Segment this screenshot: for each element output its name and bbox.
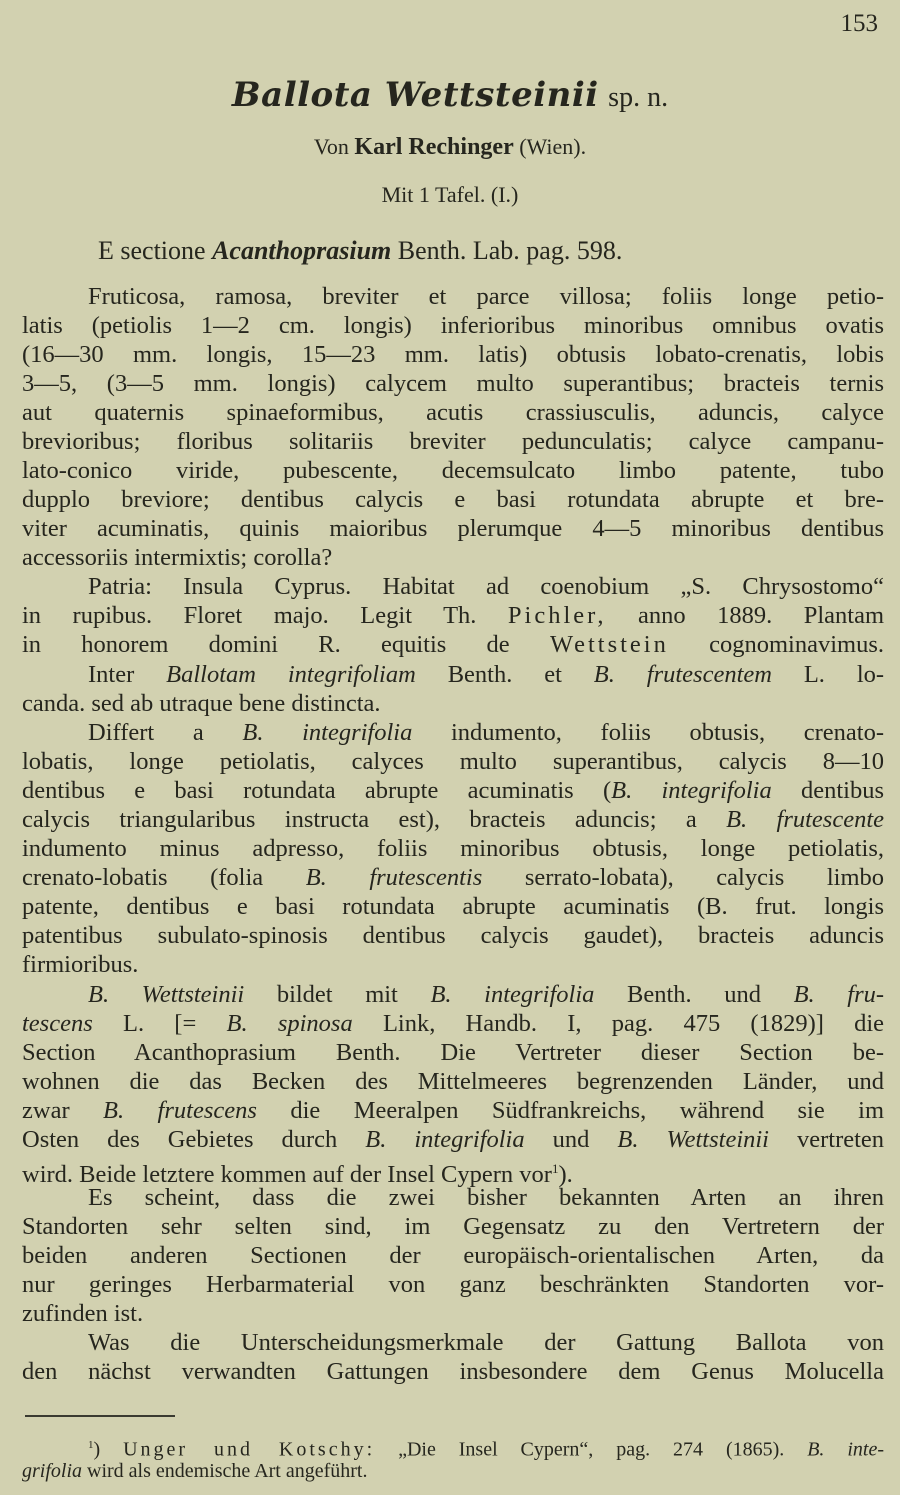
- text-line: brevioribus; floribus solitariis breviter pedunculatis; calyce campanu-: [22, 428, 884, 455]
- text-line: [88, 660, 884, 689]
- text-line: lato-conico viride, pubescente, decemsulcato limbo patente, tubo: [22, 457, 884, 484]
- section-heading: [98, 236, 622, 266]
- footnote-authors: Unger und Kotschy:: [123, 1438, 376, 1461]
- text-span: zwar: [22, 1097, 70, 1124]
- text-span: serrato-lobata), calycis limbo: [524, 864, 885, 891]
- text-span: „Die Insel Cypern“, pag. 274 (1865).: [398, 1438, 785, 1461]
- text-line: Section Acanthoprasium Benth. Die Vertreter dieser Section be-: [22, 1039, 884, 1066]
- text-span: bildet mit: [276, 981, 398, 1008]
- text-line: [88, 980, 884, 1009]
- text-span: Benth. und: [627, 981, 761, 1008]
- collector-name: Pichler,: [507, 602, 607, 629]
- page-number: 153: [840, 10, 878, 37]
- text-line: wohnen die das Becken des Mittelmeeres begrenzenden Länder, und: [22, 1068, 884, 1095]
- text-span: cognominavimus.: [709, 631, 885, 658]
- text-line: dupplo breviore; dentibus calycis e basi rotundata abrupte et bre-: [22, 486, 884, 513]
- text-line: [22, 1096, 884, 1125]
- author-place: (Wien).: [519, 134, 587, 159]
- author-name: Karl Rechinger: [354, 134, 514, 160]
- byline-prefix: Von: [313, 134, 349, 159]
- taxon-name: B. inte-: [807, 1438, 885, 1461]
- text-span: Differt a: [88, 719, 204, 746]
- text-span: L. lo-: [803, 661, 885, 688]
- taxon-name: B. Wettsteinii: [617, 1126, 769, 1153]
- taxon-name: B. Wettsteinii: [88, 981, 245, 1008]
- text-span: Osten des Gebietes durch: [22, 1126, 338, 1153]
- footnote-ref[interactable]: 1: [551, 1161, 559, 1176]
- text-line: beiden anderen Sectionen der europäisch-orientalischen Arten, da: [22, 1242, 884, 1269]
- text-span: L. [=: [122, 1010, 197, 1037]
- text-line: [22, 1125, 884, 1154]
- species-name: Ballota Wettsteinii: [231, 75, 599, 115]
- text-line: latis (petiolis 1—2 cm. longis) inferioribus minoribus omnibus ovatis: [22, 312, 884, 339]
- section-prefix: E sectione: [98, 236, 206, 265]
- footnote-divider: [25, 1415, 175, 1417]
- text-line: firmioribus.: [22, 951, 139, 978]
- taxon-name: B. fru-: [793, 981, 885, 1008]
- text-line: indumento minus adpresso, foliis minoribus obtusis, longe petiolatis,: [22, 835, 884, 862]
- text-line: Fruticosa, ramosa, breviter et parce villosa; foliis longe petio-: [88, 283, 884, 310]
- taxon-name: B. integrifolia: [611, 777, 772, 804]
- text-line: [22, 805, 884, 834]
- text-line: (16—30 mm. longis, 15—23 mm. latis) obtusis lobato-crenatis, lobis: [22, 341, 884, 368]
- text-span: calycis triangularibus instructa est), bracteis aduncis; a: [22, 806, 697, 833]
- taxon-name: B. integrifolia: [430, 981, 595, 1008]
- text-line: Es scheint, dass die zwei bisher bekannten Arten an ihren: [88, 1184, 884, 1211]
- taxon-name: grifolia: [22, 1460, 83, 1482]
- text-span: die Meeralpen Südfrankreichs, während sie im: [290, 1097, 885, 1124]
- text-span: in honorem domini R. equitis de: [22, 631, 510, 658]
- text-line: [22, 1009, 884, 1038]
- text-line: zufinden ist.: [22, 1300, 144, 1327]
- species-suffix: sp. n.: [608, 82, 669, 113]
- text-span: dentibus: [800, 777, 884, 804]
- footnote-line: [22, 1458, 367, 1484]
- text-line: accessoriis intermixtis; corolla?: [22, 544, 333, 571]
- text-span: vertreten: [797, 1126, 885, 1153]
- text-line: patentibus subulato-spinosis dentibus calycis gaudet), bracteis aduncis: [22, 922, 884, 949]
- taxon-name: B. frutescentis: [305, 864, 483, 891]
- taxon-name: B. frutescens: [103, 1097, 257, 1124]
- text-span: wird als endemische Art angeführt.: [87, 1460, 368, 1482]
- text-line: Was die Unterscheidungsmerkmale der Gattung Ballota von: [88, 1329, 884, 1356]
- plate-note: Mit 1 Tafel. (I.): [381, 182, 519, 207]
- text-span: Inter: [88, 661, 135, 688]
- text-line: [88, 718, 884, 747]
- text-line: aut quaternis spinaeformibus, acutis crassiusculis, aduncis, calyce: [22, 399, 884, 426]
- text-span: und: [552, 1126, 590, 1153]
- text-line: nur geringes Herbarmaterial von ganz beschränkten Standorten vor-: [22, 1271, 884, 1298]
- article-title: [0, 72, 900, 116]
- text-line: [22, 630, 884, 659]
- text-line: den nächst verwandten Gattungen insbesondere dem Genus Molucella: [22, 1358, 884, 1385]
- text-span: in rupibus. Floret majo. Legit Th.: [22, 602, 477, 629]
- text-span: Benth. et: [447, 661, 562, 688]
- taxon-name: B. frutescente: [726, 806, 884, 833]
- text-line: lobatis, longe petiolatis, calyces multo superantibus, calycis 8—10: [22, 748, 884, 775]
- taxon-name: B. integrifolia: [365, 1126, 525, 1153]
- taxon-name: tescens: [22, 1010, 93, 1037]
- taxon-name: B. frutescentem: [593, 661, 772, 688]
- text-span: dentibus e basi rotundata abrupte acuminatis (: [22, 777, 612, 804]
- text-line: [22, 776, 884, 805]
- taxon-name: Ballotam integrifoliam: [166, 661, 416, 688]
- honoree-name: Wettstein: [549, 631, 669, 658]
- text-line: [22, 601, 884, 630]
- text-span: crenato-lobatis (folia: [22, 864, 264, 891]
- byline: [0, 134, 900, 161]
- text-line: Patria: Insula Cyprus. Habitat ad coenobium „S. Chrysostomo“: [88, 573, 884, 600]
- text-span: Link, Handb. I, pag. 475 (1829)] die: [382, 1010, 885, 1037]
- text-span: wird. Beide letztere kommen auf der Insel Cypern vor: [22, 1161, 552, 1189]
- text-span: ).: [558, 1161, 573, 1189]
- section-suffix: Benth. Lab. pag. 598.: [397, 236, 623, 265]
- text-span: indumento, foliis obtusis, crenato-: [451, 719, 885, 746]
- text-line: Standorten sehr selten sind, im Gegensatz zu den Vertretern der: [22, 1213, 884, 1240]
- text-span: anno 1889. Plantam: [637, 602, 885, 629]
- footnote-mark: 1: [88, 1439, 94, 1451]
- text-line: viter acuminatis, quinis maioribus plerumque 4—5 minoribus dentibus: [22, 515, 884, 542]
- taxon-name: B. integrifolia: [242, 719, 413, 746]
- text-line: [22, 863, 884, 892]
- text-line: canda. sed ab utraque bene distincta.: [22, 690, 381, 717]
- taxon-name: B. spinosa: [226, 1010, 353, 1037]
- text-line: 3—5, (3—5 mm. longis) calycem multo superantibus; bracteis ternis: [22, 370, 884, 397]
- text-line: patente, dentibus e basi rotundata abrupte acuminatis (B. frut. longis: [22, 893, 884, 920]
- section-name: Acanthoprasium: [212, 236, 392, 265]
- text-span: ): [93, 1438, 124, 1461]
